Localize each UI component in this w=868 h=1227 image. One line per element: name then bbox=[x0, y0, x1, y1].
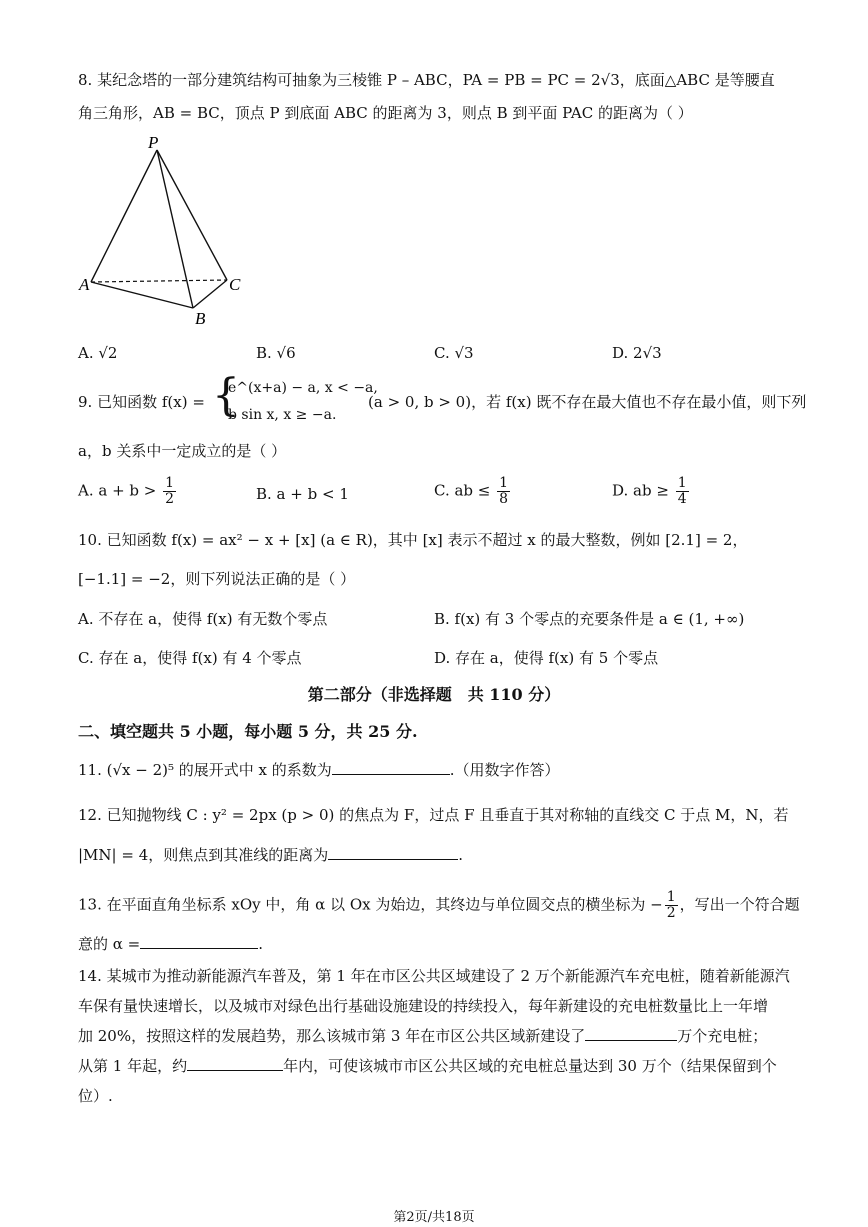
edge-pc bbox=[157, 150, 227, 280]
q8-option-a: A. √2 bbox=[78, 344, 118, 362]
q9-option-d: D. ab ≥ $\frac{1}{4}$ bbox=[612, 475, 687, 507]
q8-stem-line2: 角三角形，AB = BC，顶点 P 到底面 ABC 的距离为 3，则点 B 到平面 PAC 的距离为（ ） bbox=[78, 104, 693, 122]
q8-tetrahedron-figure bbox=[75, 130, 255, 330]
label-p: P bbox=[148, 133, 159, 152]
q9-stem-line2: a，b 关系中一定成立的是（ ） bbox=[78, 442, 287, 460]
q14-stem-line3: 加 20%，按照这样的发展趋势，那么该城市第 3 年在市区公共区域新建设了 万个充电桩； bbox=[78, 1027, 768, 1045]
q9-case1: e^(x+a) − a, x < −a, bbox=[228, 380, 378, 396]
q14-stem-line4: 从第 1 年起，约 年内，可使该城市市区公共区域的充电桩总量达到 30 万个（结果保留到个 bbox=[78, 1057, 777, 1075]
q12-stem-line2: |MN| = 4，则焦点到其准线的距离为 . bbox=[78, 846, 464, 864]
page-footer: 第2页/共18页 bbox=[393, 1210, 475, 1225]
part2-title: 第二部分（非选择题 共 110 分） bbox=[307, 685, 561, 704]
q9-prefix: 9. 已知函数 f(x) = bbox=[78, 393, 205, 411]
q13-stem-line2: 意的 α = . bbox=[78, 935, 264, 953]
q10-option-c: C. 存在 a，使得 f(x) 有 4 个零点 bbox=[78, 649, 302, 667]
q14-answer-blank-1 bbox=[585, 1026, 677, 1041]
q10-option-d: D. 存在 a，使得 f(x) 有 5 个零点 bbox=[434, 649, 659, 667]
q13-stem-line1: 13. 在平面直角坐标系 xOy 中，角 α 以 Ox 为始边，其终边与单位圆交点的横坐标为 − $\frac{1}{2}$ ，写出一个符合题 bbox=[78, 889, 800, 921]
q14-stem-line2: 车保有量快速增长，以及城市对绿色出行基础设施建设的持续投入，每年新建设的充电桩数量比上一年增 bbox=[78, 997, 769, 1015]
q8-stem-line1: 8. 某纪念塔的一部分建筑结构可抽象为三棱锥 P – ABC，PA = PB = PC = 2√3，底面△ABC 是等腰直 bbox=[78, 71, 775, 89]
q9-suffix: (a > 0, b > 0)，若 f(x) 既不存在最大值也不存在最小值，则下列 bbox=[368, 393, 807, 411]
q12-answer-blank bbox=[328, 845, 458, 860]
edge-ab bbox=[91, 282, 193, 308]
label-a: A bbox=[79, 275, 90, 294]
q11-stem: 11. (√x − 2)⁵ 的展开式中 x 的系数为 .（用数字作答） bbox=[78, 761, 560, 779]
q14-stem-line5: 位）. bbox=[78, 1087, 113, 1105]
q10-stem-line2: [−1.1] = −2，则下列说法正确的是（ ） bbox=[78, 570, 356, 588]
q10-option-a: A. 不存在 a，使得 f(x) 有无数个零点 bbox=[78, 610, 328, 628]
label-b: B bbox=[195, 309, 206, 328]
q8-option-d: D. 2√3 bbox=[612, 344, 662, 362]
q12-stem-line1: 12. 已知抛物线 C : y² = 2px (p > 0) 的焦点为 F，过点 F 且垂直于其对称轴的直线交 C 于点 M，N，若 bbox=[78, 806, 789, 824]
q10-option-b: B. f(x) 有 3 个零点的充要条件是 a ∈ (1, +∞) bbox=[434, 610, 745, 628]
q8-option-b: B. √6 bbox=[256, 344, 296, 362]
edge-pa bbox=[91, 150, 157, 282]
q14-stem-line1: 14. 某城市为推动新能源汽车普及，第 1 年在市区公共区域建设了 2 万个新能源汽车充电桩，随着新能源汽 bbox=[78, 967, 790, 985]
q11-answer-blank bbox=[332, 760, 450, 775]
q9-brace: { bbox=[212, 370, 240, 421]
q13-answer-blank bbox=[140, 934, 258, 949]
q14-answer-blank-2 bbox=[187, 1056, 283, 1071]
q9-case2: b sin x, x ≥ −a. bbox=[228, 407, 337, 423]
q8-option-c: C. √3 bbox=[434, 344, 474, 362]
label-c: C bbox=[229, 275, 241, 294]
section2-heading: 二、填空题共 5 小题，每小题 5 分，共 25 分. bbox=[78, 722, 418, 741]
q13-fraction: $\frac{1}{2}$ bbox=[666, 889, 676, 921]
edge-pb bbox=[157, 150, 193, 308]
q10-stem-line1: 10. 已知函数 f(x) = ax² − x + [x] (a ∈ R)，其中 [x] 表示不超过 x 的最大整数，例如 [2.1] = 2， bbox=[78, 531, 748, 549]
edge-bc bbox=[193, 280, 227, 308]
q9-option-c: C. ab ≤ $\frac{1}{8}$ bbox=[434, 475, 509, 507]
edge-ac-hidden bbox=[91, 280, 227, 282]
q9-option-a: A. a + b > $\frac{1}{2}$ bbox=[78, 475, 175, 507]
q9-option-b: B. a + b < 1 bbox=[256, 485, 349, 503]
